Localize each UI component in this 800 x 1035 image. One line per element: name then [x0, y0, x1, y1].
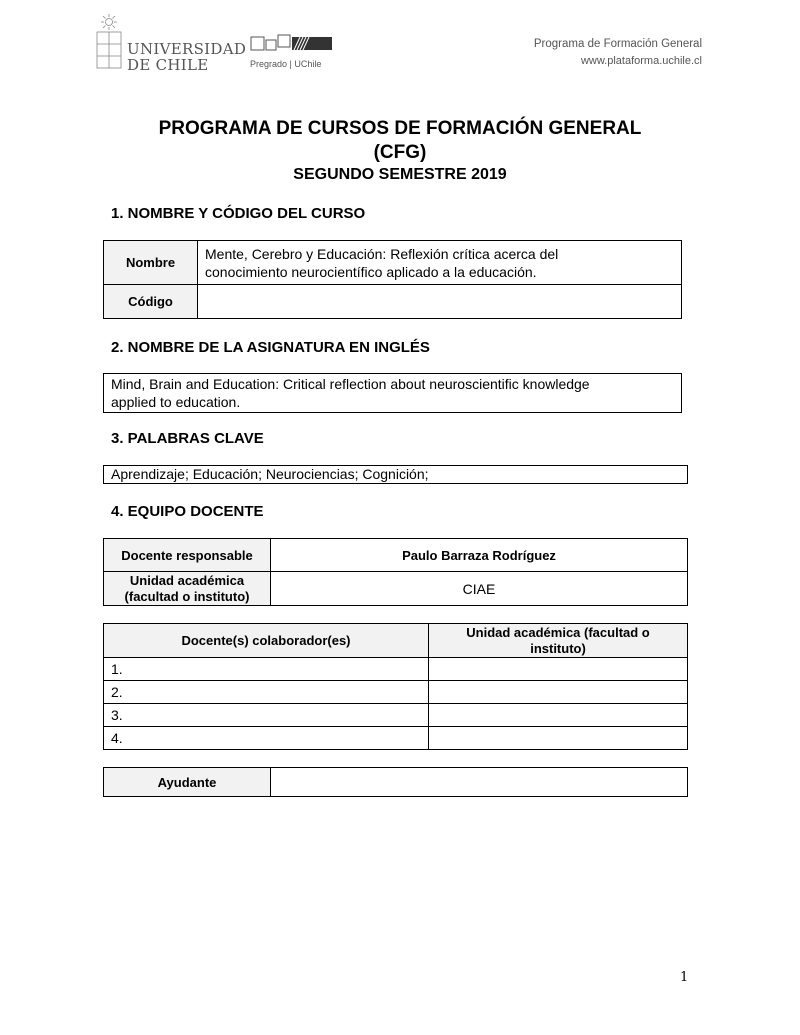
- colab-unidad-header-line1: Unidad académica (facultad o: [466, 624, 650, 640]
- english-name-value: [104, 374, 682, 413]
- keywords-value: Aprendizaje; Educación; Neurociencias; Cognición;: [104, 466, 688, 484]
- course-name-table: [103, 240, 682, 319]
- unidad-academica-label-line1: Unidad académica: [129, 572, 245, 588]
- colab-row-num: 4.: [104, 727, 429, 750]
- colab-row-num: 1.: [104, 658, 429, 681]
- university-name-line1: UNIVERSIDAD: [127, 40, 247, 58]
- section-3-heading: 3. PALABRAS CLAVE: [111, 430, 264, 447]
- colaboradores-header: Docente(s) colaborador(es): [104, 624, 429, 658]
- nombre-label: Nombre: [104, 241, 198, 285]
- collaborators-table: [103, 623, 688, 750]
- university-crest-icon: [96, 14, 122, 70]
- page-number: 1: [680, 970, 689, 985]
- teaching-team-table: [103, 538, 688, 606]
- english-name-line1: Mind, Brain and Education: Critical reflection about neuroscientific knowledge: [111, 376, 590, 392]
- table-row: [104, 658, 688, 681]
- ayudante-value: [271, 768, 688, 797]
- unidad-academica-label-line2: (facultad o instituto): [124, 588, 250, 604]
- ayudante-table: [103, 767, 688, 797]
- codigo-label: Código: [104, 285, 198, 319]
- ayudante-label: Ayudante: [104, 768, 271, 797]
- unidad-academica-value: CIAE: [271, 572, 688, 606]
- unidad-academica-label: [104, 572, 271, 606]
- english-name-table: [103, 373, 682, 413]
- nombre-value: [198, 241, 682, 285]
- codigo-value: [198, 285, 682, 319]
- colab-row-unit: [429, 681, 688, 704]
- section-4-heading: 4. EQUIPO DOCENTE: [111, 503, 264, 520]
- colab-row-num: 2.: [104, 681, 429, 704]
- program-name: Programa de Formación General: [533, 38, 702, 50]
- university-name-line2: DE CHILE: [127, 56, 209, 74]
- pregrado-label: Pregrado | UChile: [250, 59, 322, 69]
- docente-responsable-value: Paulo Barraza Rodríguez: [271, 539, 688, 572]
- colab-row-unit: [429, 727, 688, 750]
- pregrado-squares-icon: [250, 34, 332, 52]
- nombre-value-line1: Mente, Cerebro y Educación: Reflexión crítica acerca del: [205, 245, 559, 262]
- table-row: [104, 727, 688, 750]
- colab-unidad-header-line2: instituto): [530, 640, 586, 656]
- colab-unidad-header: [429, 624, 688, 658]
- document-title: PROGRAMA DE CURSOS DE FORMACIÓN GENERAL: [158, 118, 642, 139]
- colab-row-num: 3.: [104, 704, 429, 727]
- table-row: [104, 704, 688, 727]
- semester-title: SEGUNDO SEMESTRE 2019: [293, 166, 507, 183]
- section-1-heading: 1. NOMBRE Y CÓDIGO DEL CURSO: [111, 205, 366, 222]
- program-url: www.plataforma.uchile.cl: [580, 55, 702, 67]
- pregrado-logo: [250, 34, 334, 74]
- english-name-line2: applied to education.: [111, 394, 241, 410]
- table-row: [104, 681, 688, 704]
- section-2-heading: 2. NOMBRE DE LA ASIGNATURA EN INGLÉS: [111, 339, 430, 356]
- docente-responsable-label: Docente responsable: [104, 539, 271, 572]
- colab-row-unit: [429, 704, 688, 727]
- nombre-value-line2: conocimiento neurocientífico aplicado a la educación.: [205, 263, 537, 280]
- colab-row-unit: [429, 658, 688, 681]
- keywords-table: [103, 465, 688, 484]
- universidad-de-chile-logo: [96, 14, 247, 74]
- document-title-abbrev: (CFG): [373, 142, 427, 163]
